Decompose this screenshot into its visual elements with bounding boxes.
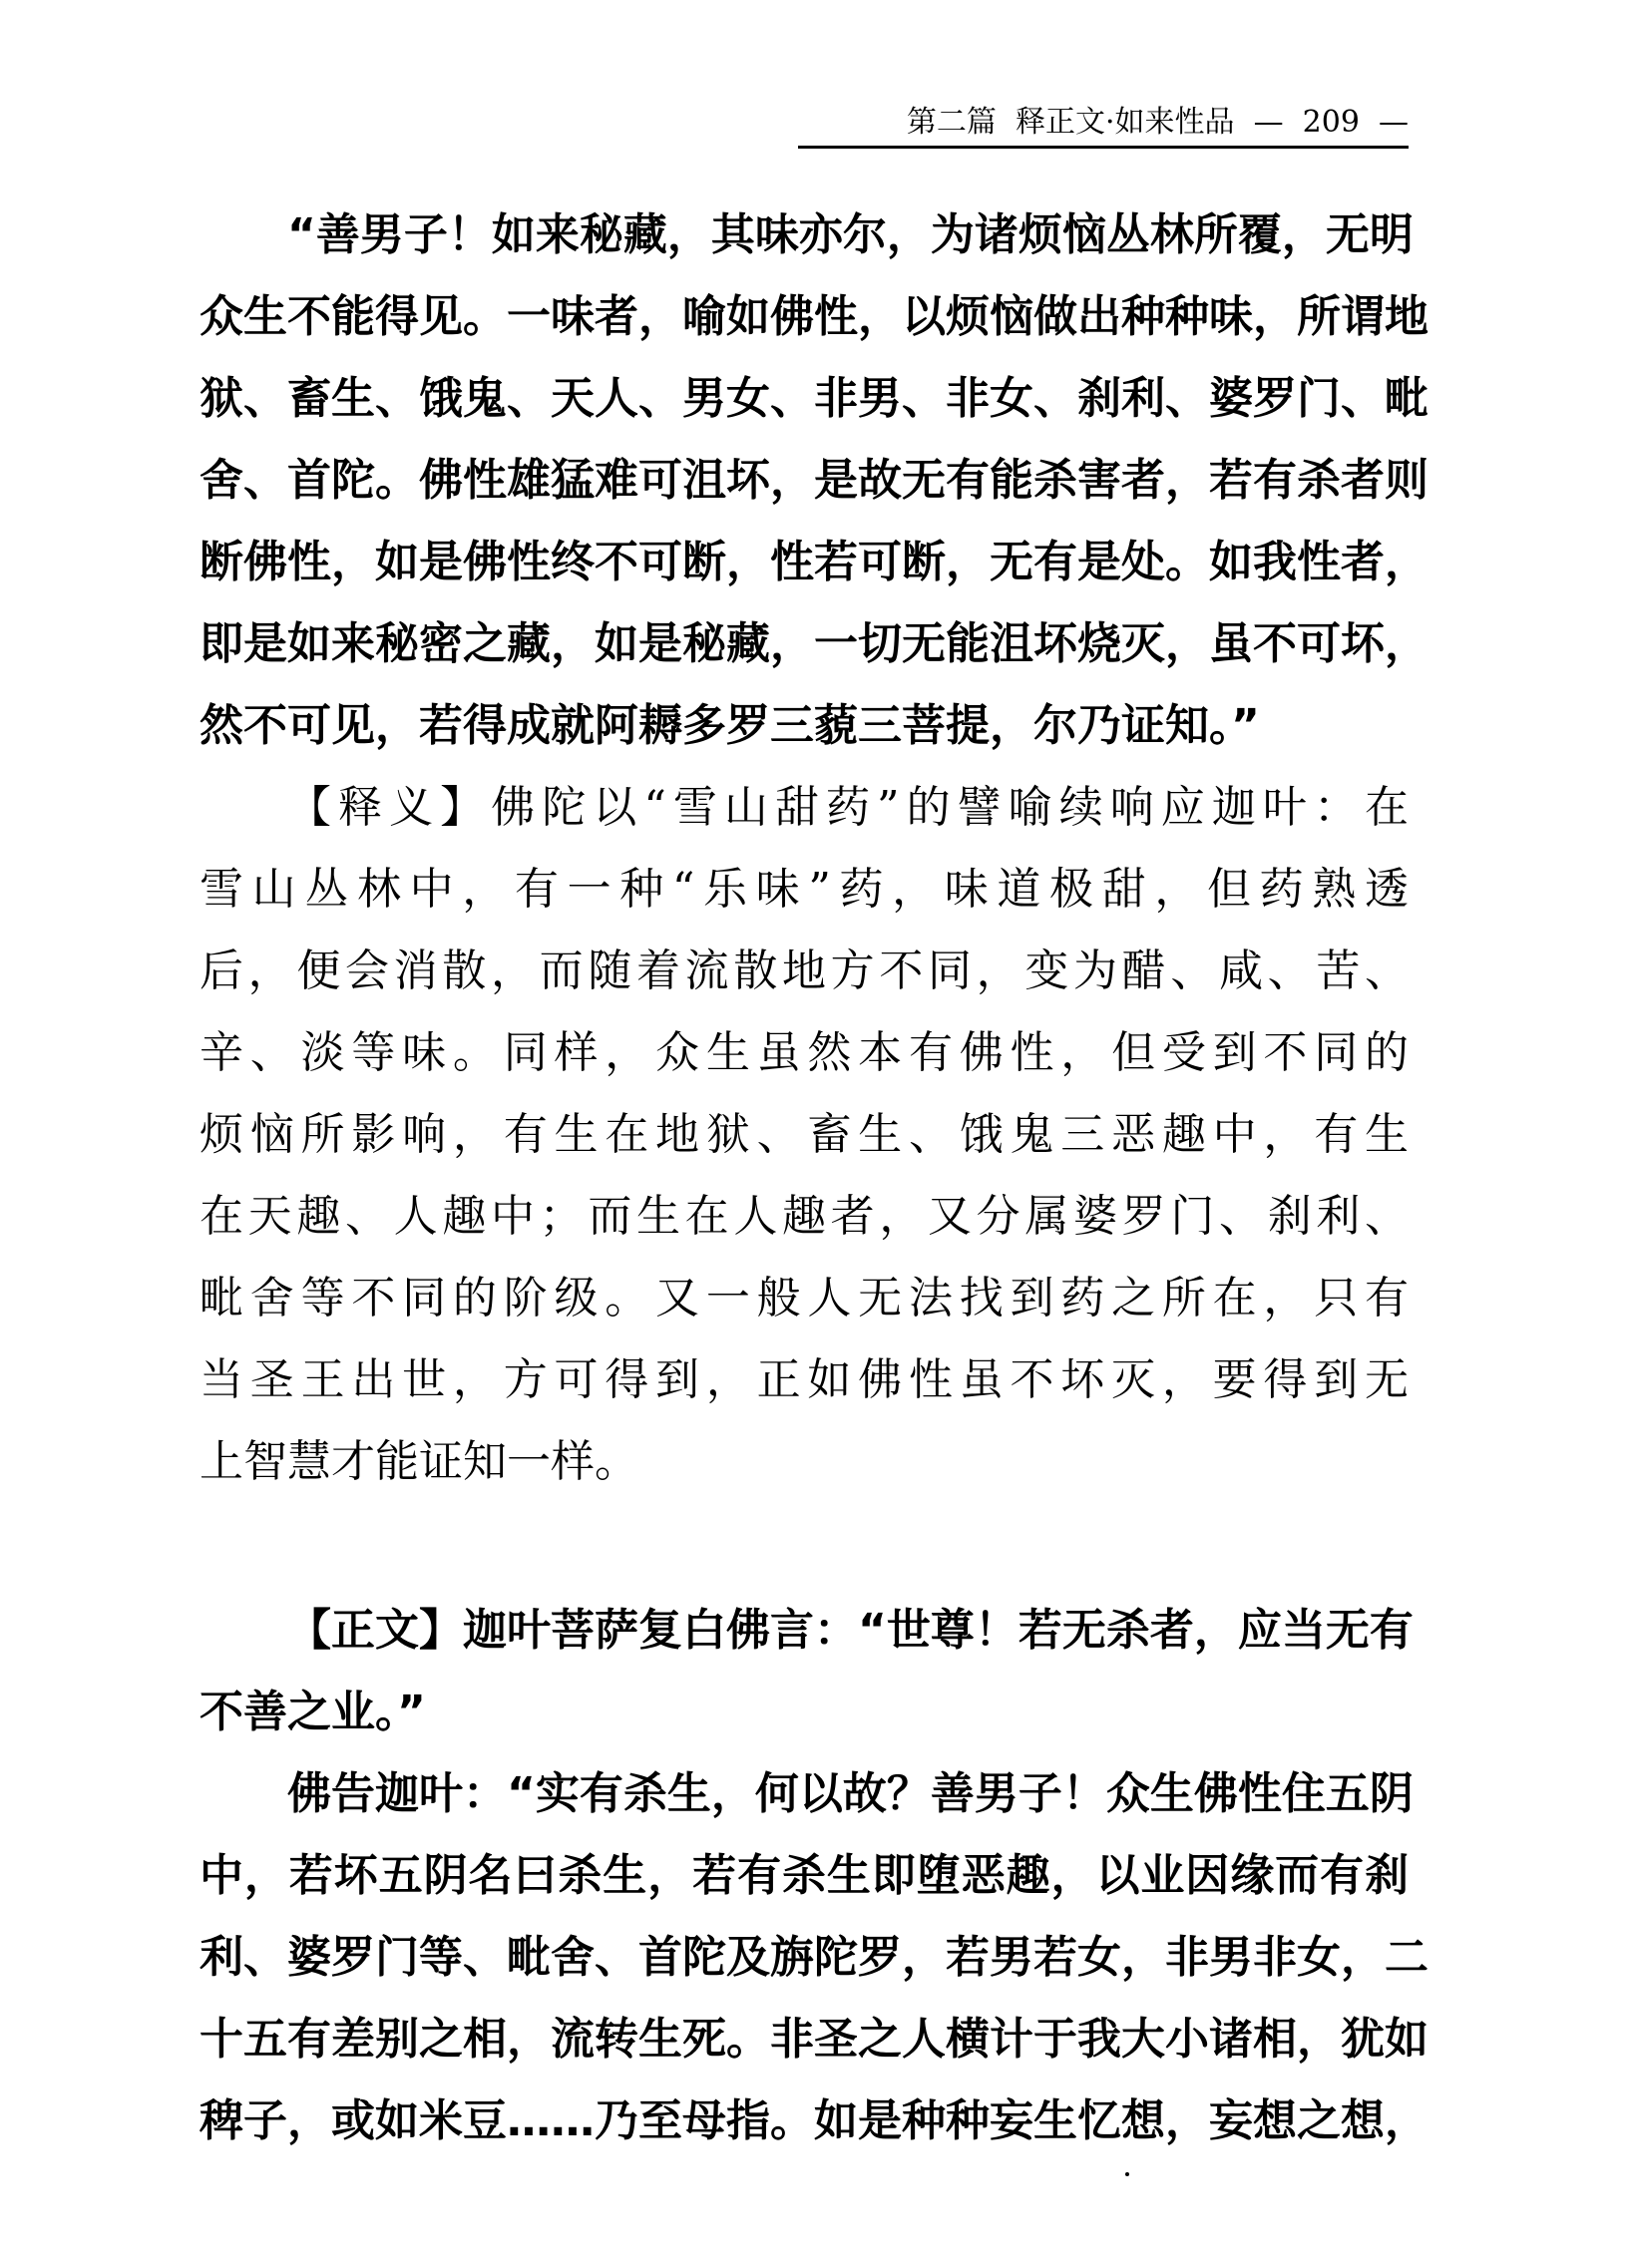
text-line: 当圣王出世，方可得到，正如佛性虽不坏灭，要得到无 — [200, 1354, 1409, 1405]
text-line: 十五有差别之相，流转生死。非圣之人横计于我大小诸相，犹如 — [200, 2014, 1428, 2065]
text-line: 然不可见，若得成就阿耨多罗三藐三菩提，尔乃证知。” — [200, 700, 1260, 751]
page-number: — 209 — — [1253, 105, 1409, 140]
scripture-paragraph-2 — [200, 1590, 1428, 2162]
text-line: 毗舍等不同的阶级。又一般人无法找到药之所在，只有 — [200, 1273, 1409, 1323]
scan-speck — [1125, 2172, 1129, 2176]
running-header — [798, 100, 1409, 149]
text-line: 雪山丛林中，有一种“乐味”药，味道极甜，但药熟透 — [200, 864, 1409, 915]
text-line: 辛、淡等味。同样，众生虽然本有佛性，但受到不同的 — [200, 1027, 1409, 1078]
text-line: “善男子！如来秘藏，其味亦尔，为诸烦恼丛林所覆，无明 — [287, 209, 1414, 260]
text-line: 烦恼所影响，有生在地狱、畜生、饿鬼三恶趣中，有生 — [200, 1109, 1409, 1160]
running-title: 第二篇 释正文·如来性品 — [906, 105, 1235, 140]
text-line: 不善之业。” — [200, 1687, 426, 1737]
text-line: 中，若坏五阴名曰杀生，若有杀生即堕恶趣，以业因缘而有刹 — [200, 1850, 1409, 1901]
text-line: 上智慧才能证知一样。 — [200, 1436, 638, 1487]
text-line: 后，便会消散，而随着流散地方不同，变为醋、咸、苦、 — [200, 945, 1409, 996]
text-line: 利、婆罗门等、毗舍、首陀及旃陀罗，若男若女，非男非女，二 — [200, 1932, 1428, 1983]
paragraph-gap — [200, 1503, 1409, 1590]
text-line: 佛告迦叶：“实有杀生，何以故？善男子！众生佛性住五阴 — [287, 1768, 1414, 1819]
text-line: 狱、畜生、饿鬼、天人、男女、非男、非女、刹利、婆罗门、毗 — [200, 373, 1428, 424]
commentary-paragraph — [200, 767, 1409, 1503]
text-line: 断佛性，如是佛性终不可断，性若可断，无有是处。如我性者， — [200, 537, 1428, 587]
text-line: 舍、首陀。佛性雄猛难可沮坏，是故无有能杀害者，若有杀者则 — [200, 455, 1428, 506]
text-line: 【正文】迦叶菩萨复白佛言：“世尊！若无杀者，应当无有 — [287, 1605, 1414, 1656]
page-body — [200, 194, 1428, 2162]
scripture-paragraph-1 — [200, 194, 1428, 767]
text-line: 在天趣、人趣中；而生在人趣者，又分属婆罗门、刹利、 — [200, 1191, 1409, 1242]
text-line: 众生不能得见。一味者，喻如佛性，以烦恼做出种种味，所谓地 — [200, 291, 1428, 342]
text-line: 稗子，或如米豆……乃至母指。如是种种妄生忆想，妄想之想， — [200, 2095, 1428, 2146]
text-line: 【释义】佛陀以“雪山甜药”的譬喻续响应迦叶：在 — [287, 782, 1409, 833]
text-line: 即是如来秘密之藏，如是秘藏，一切无能沮坏烧灭，虽不可坏， — [200, 618, 1428, 669]
